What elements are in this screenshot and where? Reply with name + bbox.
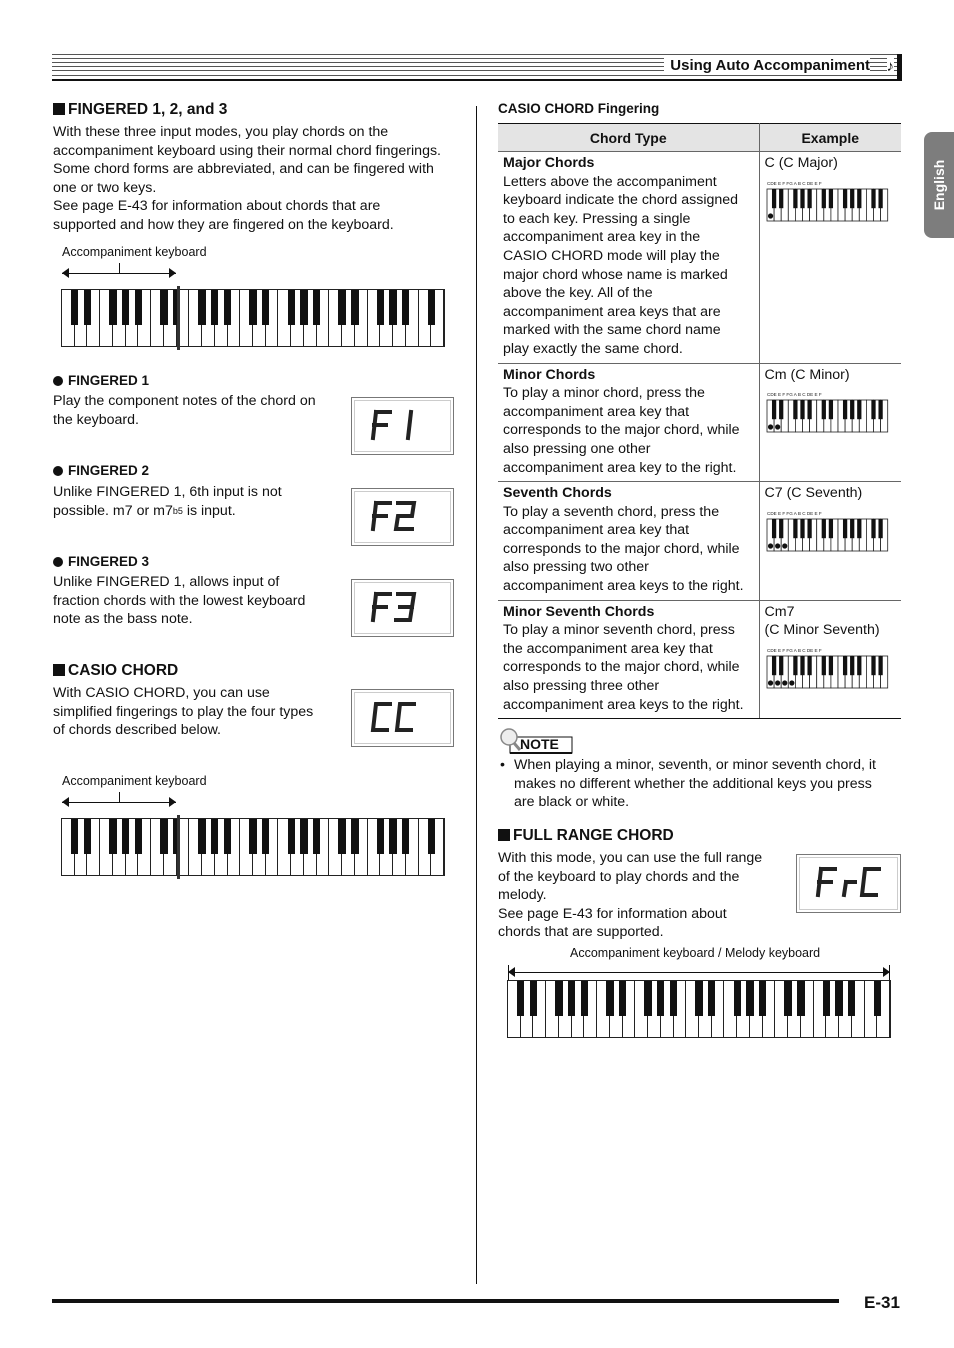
mini-black-key — [771, 189, 775, 208]
black-key — [823, 981, 830, 1016]
lcd-display-f1 — [351, 397, 454, 455]
black-key — [211, 819, 218, 854]
mini-black-key — [793, 519, 797, 538]
pressed-key-dot — [775, 543, 780, 548]
black-key — [338, 819, 345, 854]
column-header-example: Example — [759, 124, 901, 152]
keyboard-diagram — [61, 818, 445, 876]
mini-black-key — [821, 400, 825, 419]
pressed-key-dot — [789, 680, 794, 685]
fingered3-paragraph: Unlike FINGERED 1, allows input of fraction chords with the lowest keyboard note as the bass note. — [53, 574, 306, 628]
chord-fingering-table — [498, 123, 901, 719]
pressed-key-dot — [775, 425, 780, 430]
mini-black-key — [779, 656, 783, 675]
mini-black-key — [850, 519, 854, 538]
black-key — [262, 290, 269, 325]
pressed-key-dot — [782, 680, 787, 685]
black-key — [874, 981, 881, 1016]
black-key — [848, 981, 855, 1016]
mini-black-key — [842, 656, 846, 675]
table-row — [498, 363, 901, 482]
column-header-chord-type: Chord Type — [498, 124, 759, 152]
key-letters: CDE E F FG A B C DE E F — [766, 180, 822, 186]
accompaniment-range-bracket — [62, 792, 176, 816]
fingered2-heading: FINGERED 2 — [53, 463, 149, 478]
black-key — [122, 290, 129, 325]
mini-black-key — [828, 189, 832, 208]
mini-black-key — [871, 656, 875, 675]
black-key — [581, 981, 588, 1016]
black-key — [109, 290, 116, 325]
chord-description: Seventh Chords To play a seventh chord, press the accompaniment area key that corresponds to the major chord, while also pressing two other accompaniment area keys to the right. — [498, 482, 759, 601]
black-key — [708, 981, 715, 1016]
key-letters: CDE E F FG A B C DE E F — [766, 392, 822, 398]
black-key — [377, 819, 384, 854]
black-key — [835, 981, 842, 1016]
black-key — [288, 819, 295, 854]
mini-black-key — [842, 189, 846, 208]
full-range-heading: FULL RANGE CHORD — [498, 827, 674, 845]
full-range-paragraph: With this mode, you can use the full range of the keyboard to play chords and the melody. See page E-43 for information about chords that are supported. — [498, 850, 763, 941]
fingered1-paragraph: Play the component notes of the chord on the keyboard. — [53, 393, 316, 428]
header-section-title: Using Auto Accompaniment — [664, 57, 870, 74]
page-number: E-31 — [864, 1293, 900, 1312]
black-key — [84, 290, 91, 325]
chord-example: C7 (C Seventh) CDE E F FG A B C DE E F — [759, 482, 901, 601]
black-key — [555, 981, 562, 1016]
black-key — [351, 819, 358, 854]
fingered-heading: FINGERED 1, 2, and 3 — [53, 101, 227, 119]
mini-black-key — [793, 189, 797, 208]
table-row — [498, 600, 901, 719]
black-key — [224, 290, 231, 325]
black-key — [313, 819, 320, 854]
mini-black-key — [807, 519, 811, 538]
keyboard-label: Accompaniment keyboard — [62, 774, 207, 788]
black-key — [797, 981, 804, 1016]
music-note-icon: ♪ — [886, 58, 894, 75]
table-row — [498, 482, 901, 601]
mini-black-key — [842, 519, 846, 538]
mini-black-key — [878, 656, 882, 675]
black-key — [568, 981, 575, 1016]
pressed-key-dot — [775, 680, 780, 685]
casio-chord-heading: CASIO CHORD — [53, 662, 178, 680]
chord-description: Minor Seventh Chords To play a minor seventh chord, press the accompaniment area key that corresponds to the major chord, while also pressing three other accompaniment area keys to the right. — [498, 600, 759, 719]
language-tab-label: English — [931, 159, 947, 211]
key-letters: CDE E F FG A B C DE E F — [766, 647, 822, 653]
black-key — [530, 981, 537, 1016]
lcd-display-cc — [351, 689, 454, 747]
mini-black-key — [771, 656, 775, 675]
lcd-display-f2 — [351, 488, 454, 546]
footer-rule — [52, 1299, 839, 1303]
black-key — [338, 290, 345, 325]
black-key — [160, 290, 167, 325]
chord-mini-keyboard — [765, 509, 889, 553]
casio-chord-paragraph: With CASIO CHORD, you can use simplified fingerings to play the four types of chords described below. — [53, 685, 314, 739]
split-point-marker — [177, 815, 180, 879]
mini-black-key — [878, 189, 882, 208]
fingered1-heading: FINGERED 1 — [53, 373, 149, 388]
black-key — [402, 819, 409, 854]
black-key — [657, 981, 664, 1016]
mini-black-key — [821, 656, 825, 675]
mini-black-key — [828, 656, 832, 675]
black-key — [135, 819, 142, 854]
mini-black-key — [779, 189, 783, 208]
mini-black-key — [828, 519, 832, 538]
mini-black-key — [779, 400, 783, 419]
mini-black-key — [793, 656, 797, 675]
chord-example: C (C Major) CDE E F FG A B C DE E F — [759, 152, 901, 364]
black-key — [249, 290, 256, 325]
mini-black-key — [821, 189, 825, 208]
keyboard-diagram — [61, 289, 445, 347]
black-key — [288, 290, 295, 325]
black-key — [198, 290, 205, 325]
table-title: CASIO CHORD Fingering — [498, 101, 660, 116]
black-key — [300, 290, 307, 325]
mini-black-key — [779, 519, 783, 538]
mini-black-key — [857, 519, 861, 538]
black-key — [784, 981, 791, 1016]
black-key — [517, 981, 524, 1016]
black-key — [300, 819, 307, 854]
mini-black-key — [878, 519, 882, 538]
black-key — [109, 819, 116, 854]
chord-description: Minor Chords To play a minor chord, press the accompaniment area key that corresponds to the major chord, while also pressing one other accompaniment area key to the right. — [498, 363, 759, 482]
mini-black-key — [850, 189, 854, 208]
keyboard-diagram — [507, 980, 891, 1038]
black-key — [71, 819, 78, 854]
lcd-display-f3 — [351, 579, 454, 637]
accompaniment-range-bracket — [62, 263, 176, 287]
black-key — [135, 290, 142, 325]
chord-mini-keyboard — [765, 179, 889, 223]
keyboard-label: Accompaniment keyboard / Melody keyboard — [570, 946, 821, 960]
column-divider — [476, 106, 477, 1284]
header-end-bar — [897, 54, 902, 80]
language-tab[interactable] — [924, 132, 954, 238]
black-key — [198, 819, 205, 854]
mini-black-key — [878, 400, 882, 419]
mini-black-key — [871, 400, 875, 419]
black-key — [249, 819, 256, 854]
black-key — [71, 290, 78, 325]
mini-black-key — [871, 519, 875, 538]
note-badge-label: NOTE — [520, 736, 559, 752]
mini-black-key — [800, 656, 804, 675]
black-key — [402, 290, 409, 325]
mini-black-key — [857, 656, 861, 675]
mini-black-key — [793, 400, 797, 419]
black-key — [670, 981, 677, 1016]
chord-mini-keyboard — [765, 390, 889, 434]
mini-black-key — [828, 400, 832, 419]
black-key — [224, 819, 231, 854]
black-key — [759, 981, 766, 1016]
black-key — [606, 981, 613, 1016]
mini-black-key — [821, 519, 825, 538]
pressed-key-dot — [767, 543, 772, 548]
key-letters: CDE E F FG A B C DE E F — [766, 510, 822, 516]
black-key — [84, 819, 91, 854]
mini-black-key — [850, 656, 854, 675]
mini-black-key — [871, 189, 875, 208]
black-key — [619, 981, 626, 1016]
black-key — [377, 290, 384, 325]
flat-five-superscript: b5 — [172, 505, 183, 516]
pressed-key-dot — [767, 425, 772, 430]
black-key — [351, 290, 358, 325]
mini-black-key — [771, 519, 775, 538]
mini-black-key — [857, 400, 861, 419]
mini-black-key — [807, 189, 811, 208]
black-key — [211, 290, 218, 325]
black-key — [122, 819, 129, 854]
black-key — [695, 981, 702, 1016]
fingered3-heading: FINGERED 3 — [53, 554, 149, 569]
bullet: • — [500, 757, 505, 773]
fingered2-paragraph: Unlike FINGERED 1, 6th input is not possible. m7 or $m7^{b5}$ is input. — [53, 484, 282, 519]
pressed-key-dot — [767, 213, 772, 218]
black-key — [746, 981, 753, 1016]
black-key — [644, 981, 651, 1016]
black-key — [389, 290, 396, 325]
note-text: • When playing a minor, seventh, or minor seventh chord, it makes no different whether the additional keys you press are black or white. — [500, 757, 876, 811]
chord-mini-keyboard — [765, 646, 889, 690]
black-key — [160, 819, 167, 854]
mini-black-key — [807, 656, 811, 675]
table-row — [498, 152, 901, 364]
mini-black-key — [857, 189, 861, 208]
chord-description: Major Chords Letters above the accompaniment keyboard indicate the chord assigned to each key. Pressing a single accompaniment area key in the CASIO CHORD mode will play the major chord whose name is marked above the key. All of the accompaniment area keys that are marked with the same chord name play exactly the same chord. — [498, 152, 759, 364]
lcd-display-frc — [796, 854, 901, 913]
black-key — [313, 290, 320, 325]
black-key — [389, 819, 396, 854]
mini-black-key — [842, 400, 846, 419]
mini-black-key — [800, 189, 804, 208]
black-key — [428, 290, 435, 325]
black-key — [428, 819, 435, 854]
mini-black-key — [850, 400, 854, 419]
mini-black-key — [807, 400, 811, 419]
black-key — [734, 981, 741, 1016]
pressed-key-dot — [767, 680, 772, 685]
pressed-key-dot — [782, 543, 787, 548]
black-key — [262, 819, 269, 854]
fingered-paragraph: With these three input modes, you play chords on the accompaniment keyboard using their normal chord fingerings. Some chord forms are abbreviated, and can be fingered with one or two keys. See page E-43 for information about chords that are supported and how they are fingered on the keyboard. — [53, 124, 441, 233]
mini-black-key — [800, 400, 804, 419]
chord-example: Cm (C Minor) CDE E F FG A B C DE E F — [759, 363, 901, 482]
split-point-marker — [177, 286, 180, 350]
keyboard-label: Accompaniment keyboard — [62, 245, 207, 259]
mini-black-key — [771, 400, 775, 419]
mini-black-key — [800, 519, 804, 538]
chord-example: Cm7 (C Minor Seventh) CDE E F FG A B C DE E F — [759, 600, 901, 719]
